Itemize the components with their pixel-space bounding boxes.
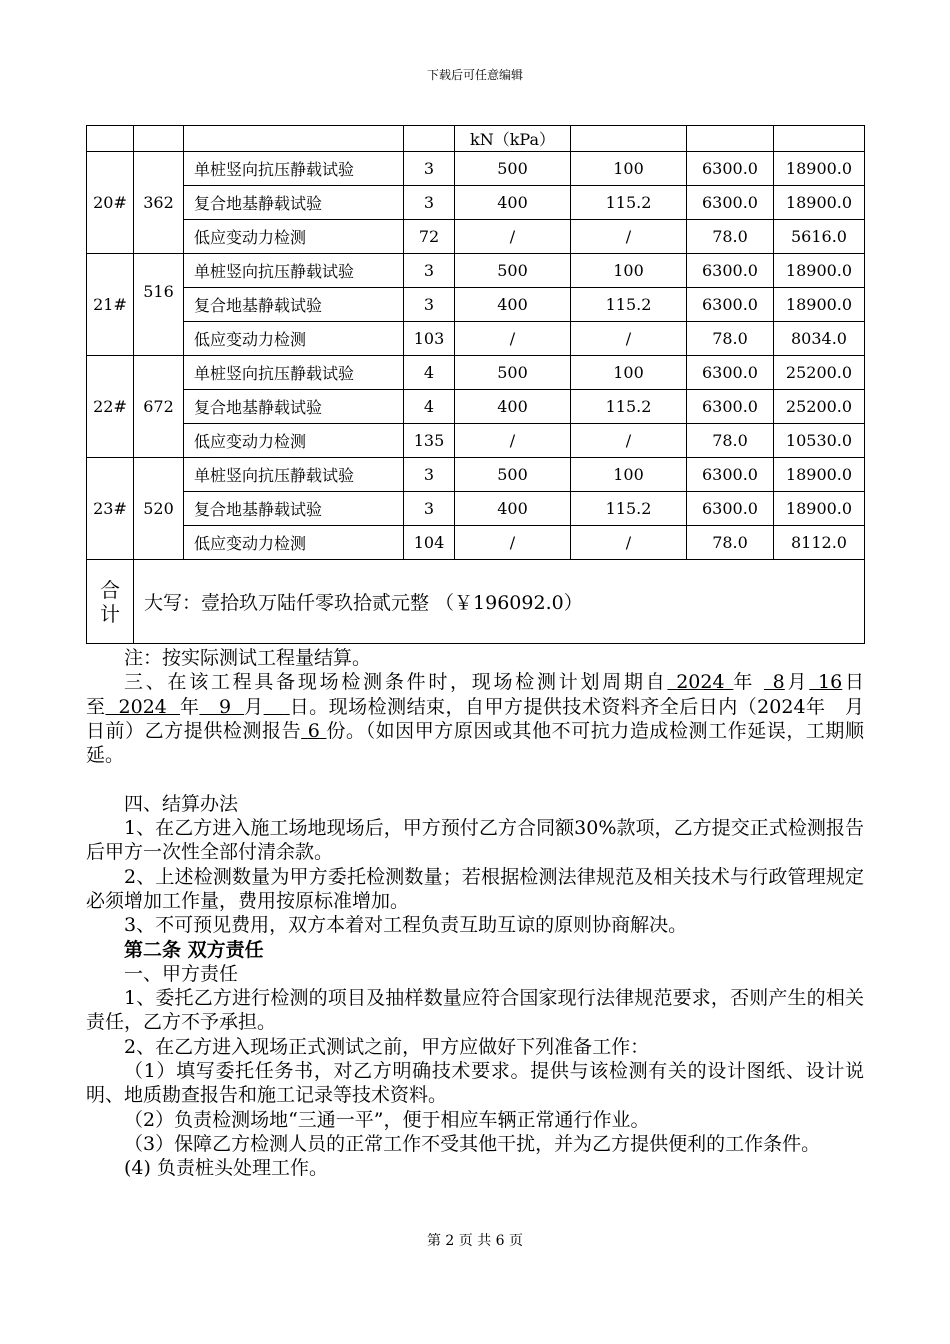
value-cell: 115.2 [571,288,687,322]
article-2-title: 第二条 双方责任 [124,938,264,961]
table-row [87,288,865,322]
table-row [87,458,865,492]
unit-price-cell: 6300.0 [687,254,774,288]
unit-price-cell: 6300.0 [687,356,774,390]
page-footer: 第 2 页 共 6 页 [426,1233,524,1249]
load-cell: 400 [455,288,571,322]
settlement-title: 四、结算办法 [124,792,239,815]
load-cell: / [455,424,571,458]
amount-cell: 8034.0 [774,322,865,356]
pile-count-cell: 520 [134,458,184,560]
total-label [87,560,134,644]
amount-cell: 18900.0 [774,492,865,526]
party-a-item-2: 2、在乙方进入现场正式测试之前，甲方应做好下列准备工作： [124,1035,650,1058]
party-a-title: 一、甲方责任 [124,962,239,985]
settlement-item-1: 1、在乙方进入施工场地现场后，甲方预付乙方合同额30%款项，乙方提交正式检测报告后甲方一次性全部付清余款。 [86,817,864,864]
table-row [87,322,865,356]
building-cell: 21# [87,254,134,356]
quantity-cell: 3 [404,288,455,322]
quantity-cell: 135 [404,424,455,458]
settlement-item-3: 3、不可预见费用，双方本着对工程负责互助互谅的原则协商解决。 [124,914,688,937]
value-cell: / [571,220,687,254]
load-cell: / [455,220,571,254]
table-row [87,390,865,424]
total-row [87,560,865,644]
quantity-cell: 72 [404,220,455,254]
value-cell: / [571,424,687,458]
fee-table [86,125,865,644]
quantity-cell: 103 [404,322,455,356]
unit-price-cell: 78.0 [687,424,774,458]
amount-cell: 18900.0 [774,152,865,186]
load-cell: 500 [455,152,571,186]
item-name-cell: 低应变动力检测 [184,322,404,356]
party-a-item-2-1: （1）填写委托任务书，对乙方明确技术要求。提供与该检测有关的设计图纸、设计说明、地质勘查报告和施工记录等技术资料。 [86,1060,864,1107]
note-line: 注：按实际测试工程量结算。 [124,647,372,669]
contract-body [86,646,883,1181]
value-cell: 115.2 [571,492,687,526]
pile-count-cell: 516 [134,254,184,356]
item-name-cell: 复合地基静载试验 [184,390,404,424]
quantity-cell: 4 [404,356,455,390]
item-name-cell: 单桩竖向抗压静载试验 [184,458,404,492]
unit-price-cell: 6300.0 [687,288,774,322]
unit-price-cell: 6300.0 [687,492,774,526]
value-cell: / [571,322,687,356]
amount-cell: 8112.0 [774,526,865,560]
pile-count-cell: 672 [134,356,184,458]
table-row [87,526,865,560]
value-cell: 100 [571,458,687,492]
amount-cell: 18900.0 [774,458,865,492]
item-name-cell: 低应变动力检测 [184,526,404,560]
unit-price-cell: 78.0 [687,322,774,356]
table-row [87,220,865,254]
table-header-row [87,126,865,152]
building-cell: 23# [87,458,134,560]
value-cell: 100 [571,254,687,288]
amount-cell: 18900.0 [774,288,865,322]
item-name-cell: 低应变动力检测 [184,220,404,254]
amount-cell: 5616.0 [774,220,865,254]
amount-cell: 18900.0 [774,254,865,288]
load-cell: / [455,322,571,356]
party-a-item-2-2: （2）负责检测场地“三通一平”，便于相应车辆正常通行作业。 [124,1108,650,1131]
item-name-cell: 低应变动力检测 [184,424,404,458]
total-label-line-1: 合 [100,577,120,602]
quantity-cell: 3 [404,186,455,220]
item-name-cell: 单桩竖向抗压静载试验 [184,152,404,186]
table-row [87,152,865,186]
table-row [87,492,865,526]
load-cell: / [455,526,571,560]
item-name-cell: 复合地基静载试验 [184,186,404,220]
party-a-item-1: 1、委托乙方进行检测的项目及抽样数量应符合国家现行法律规范要求，否则产生的相关责任，乙方不予承担。 [86,987,864,1034]
schedule-paragraph: 三、在该工程具备现场检测条件时，现场检测计划周期自 2024 年 8月 16日至 2024 年 9 月 日。现场检测结束，自甲方提供技术资料齐全后日内（2024年 月 日前）乙方提供检测报告 6 份。（如因甲方原因或其他不可抗力造成检测工作延误，工期顺延。 [86,671,883,767]
amount-cell: 10530.0 [774,424,865,458]
unit-price-cell: 6300.0 [687,152,774,186]
load-cell: 400 [455,390,571,424]
unit-price-cell: 78.0 [687,526,774,560]
table-row [87,254,865,288]
item-name-cell: 复合地基静载试验 [184,492,404,526]
item-name-cell: 单桩竖向抗压静载试验 [184,254,404,288]
value-cell: 100 [571,152,687,186]
load-cell: 500 [455,458,571,492]
amount-cell: 25200.0 [774,356,865,390]
quantity-cell: 3 [404,254,455,288]
unit-header: kN（kPa） [455,126,571,152]
table-row [87,356,865,390]
item-name-cell: 复合地基静载试验 [184,288,404,322]
quantity-cell: 3 [404,152,455,186]
total-amount-text: 大写：壹拾玖万陆仟零玖拾贰元整 （￥196092.0） [134,560,865,644]
value-cell: 100 [571,356,687,390]
unit-price-cell: 6300.0 [687,458,774,492]
quantity-cell: 4 [404,390,455,424]
building-cell: 22# [87,356,134,458]
load-cell: 500 [455,356,571,390]
quantity-cell: 104 [404,526,455,560]
value-cell: 115.2 [571,390,687,424]
load-cell: 500 [455,254,571,288]
building-cell: 20# [87,152,134,254]
quantity-cell: 3 [404,492,455,526]
unit-price-cell: 6300.0 [687,390,774,424]
value-cell: / [571,526,687,560]
amount-cell: 18900.0 [774,186,865,220]
settlement-item-2: 2、上述检测数量为甲方委托检测数量；若根据检测法律规范及相关技术与行政管理规定必须增加工作量，费用按原标准增加。 [86,865,864,912]
unit-price-cell: 78.0 [687,220,774,254]
table-row [87,186,865,220]
item-name-cell: 单桩竖向抗压静载试验 [184,356,404,390]
party-a-item-2-4: (4) 负责桩头处理工作。 [124,1157,328,1180]
unit-price-cell: 6300.0 [687,186,774,220]
table-row [87,424,865,458]
load-cell: 400 [455,186,571,220]
load-cell: 400 [455,492,571,526]
amount-cell: 25200.0 [774,390,865,424]
party-a-item-2-3: （3）保障乙方检测人员的正常工作不受其他干扰，并为乙方提供便利的工作条件。 [124,1132,821,1155]
quantity-cell: 3 [404,458,455,492]
page-header: 下载后可任意编辑 [426,68,523,82]
total-label-line-2: 计 [100,601,120,626]
pile-count-cell: 362 [134,152,184,254]
value-cell: 115.2 [571,186,687,220]
